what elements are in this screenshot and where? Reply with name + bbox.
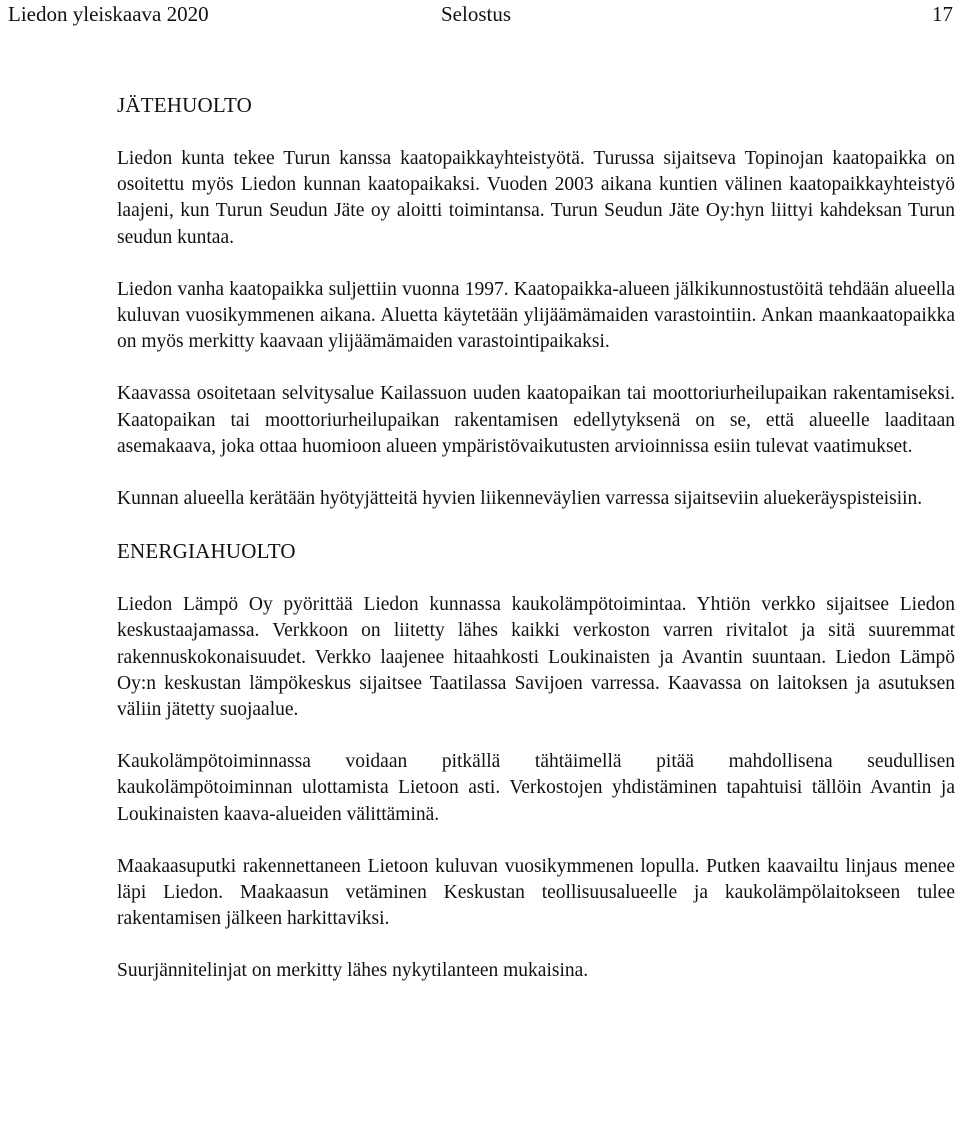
page-body [117, 92, 955, 1011]
paragraph: Kunnan alueella kerätään hyötyjätteitä hyvien liikenneväylien varressa sijaitseviin aluekeräyspisteisiin. [117, 488, 923, 510]
paragraph: Suurjännitelinjat on merkitty lähes nykytilanteen mukaisina. [117, 960, 589, 982]
section-heading: JÄTEHUOLTO [117, 93, 253, 117]
paragraph: Liedon kunta tekee Turun kanssa kaatopaikkayhteistyötä. Turussa sijaitseva Topinojan kaatopaikka on osoitettu myös Liedon kunnan kaatopaikaksi. Vuoden 2003 aikana kuntien välinen kaatopaikkayhteistyö laajeni, kun Turun Seudun Jäte oy aloitti toimintansa. Turun Seudun Jäte Oy:hyn liittyi kahdeksan Turun seudun kuntaa. [117, 148, 955, 248]
paragraph: Maakaasuputki rakennettaneen Lietoon kuluvan vuosikymmenen lopulla. Putken kaavailtu linjaus menee läpi Liedon. Maakaasun vetäminen Keskustan teollisuusalueelle ja kaukolämpölaitokseen tulee rakentamisen jälkeen harkittaviksi. [117, 855, 955, 930]
paragraph: Liedon vanha kaatopaikka suljettiin vuonna 1997. Kaatopaikka-alueen jälkikunnostustöitä tehdään alueella kuluvan vuosikymmenen aikana. Aluetta käytetään ylijäämämaiden varastointiin. Ankan maankaatopaikka on myös merkitty kaavaan ylijäämämaiden varastointipaikaksi. [117, 278, 955, 353]
paragraph: Liedon Lämpö Oy pyörittää Liedon kunnassa kaukolämpötoimintaa. Yhtiön verkko sijaitsee Liedon keskustaajamassa. Verkkoon on liitetty lähes kaikki verkoston varren rivitalot ja sitä suuremmat rakennuskokonaisuudet. Verkko laajenee hitaahkosti Loukinaisten ja Avantin suuntaan. Liedon Lämpö Oy:n keskustan lämpökeskus sijaitsee Taatilassa Savijoen varressa. Kaavassa on laitoksen ja asutuksen väliin jätetty suojaalue. [117, 594, 955, 721]
page-number: 17 [932, 2, 953, 26]
document-title: Liedon yleiskaava 2020 [8, 2, 209, 26]
section-waste-management [117, 92, 955, 512]
document-section-label: Selostus [441, 2, 512, 26]
page-header [0, 0, 960, 30]
section-energy-management [117, 538, 955, 984]
paragraph: Kaavassa osoitetaan selvitysalue Kailassuon uuden kaatopaikan tai moottoriurheilupaikan rakentamiseksi. Kaatopaikan tai moottoriurheilupaikan rakentamisen edellytyksenä on se, että alueelle laaditaan asemakaava, joka ottaa huomioon alueen ympäristövaikutusten arvioinnissa esiin tulevat vaatimukset. [117, 383, 955, 457]
paragraph: Kaukolämpötoiminnassa voidaan pitkällä tähtäimellä pitää mahdollisena seudullisen kaukolämpötoiminnan ulottamista Lietoon asti. Verkostojen yhdistäminen tapahtuisi tällöin Avantin ja Loukinaisten kaava-alueiden välittäminä. [117, 751, 955, 825]
section-heading: ENERGIAHUOLTO [117, 539, 296, 564]
